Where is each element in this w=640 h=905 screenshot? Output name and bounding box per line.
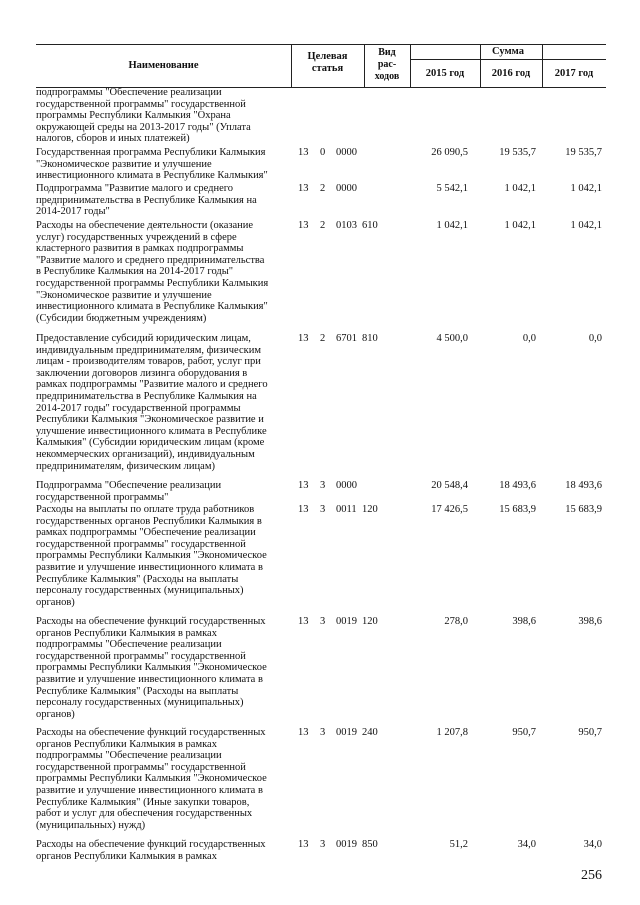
- row-kind: 120: [362, 504, 378, 515]
- row-2016: 0,0: [522, 333, 536, 344]
- row-2017: 19 535,7: [565, 147, 602, 158]
- header-2017: 2017 год: [554, 68, 594, 79]
- row-code-c: 0019: [336, 839, 357, 850]
- row-code-b: 3: [320, 504, 326, 515]
- row-code-c: 0103: [336, 220, 357, 231]
- row-code-a: 13: [298, 183, 309, 194]
- row-2017: 34,0: [583, 839, 602, 850]
- row-2015: 4 500,0: [436, 333, 468, 344]
- row-name: Подпрограмма "Развитие малого и среднего предпринимательства в Республике Калмыкия на 2014-2017 годы": [36, 183, 257, 218]
- row-code-b: 3: [320, 480, 326, 491]
- row-code-b: 3: [320, 839, 326, 850]
- row-code-c: 0011: [336, 504, 357, 515]
- row-kind: 610: [362, 220, 378, 231]
- row-kind: 120: [362, 616, 378, 627]
- row-code-c: 0000: [336, 183, 357, 194]
- row-code-b: 3: [320, 616, 326, 627]
- header-name: Наименование: [128, 60, 199, 71]
- row-name: Расходы на обеспечение функций государственных органов Республики Калмыкия в рамках подпрограммы "Обеспечение реализации государственной программы" государственной программы Республики Калмыкия "Экономическое развитие и улучшение инвестиционного климата в Республике Калмыкия" (Иные закупки товаров, работ и услуг для обеспечения государственных (муниципальных) нужд): [36, 727, 267, 831]
- row-name: Расходы на обеспечение функций государственных органов Республики Калмыкия в рамках: [36, 839, 266, 862]
- row-code-c: 0000: [336, 480, 357, 491]
- row-2017: 1 042,1: [570, 220, 602, 231]
- row-2015: 5 542,1: [436, 183, 468, 194]
- row-code-c: 0019: [336, 727, 357, 738]
- row-code-b: 2: [320, 183, 326, 194]
- row-2016: 15 683,9: [499, 504, 536, 515]
- row-name: подпрограммы "Обеспечение реализации государственной программы" государственной программы Республики Калмыкия "Охрана окружающей среды на 2013-2017 годы" (Уплата налогов, сборов и иных платежей): [36, 87, 251, 145]
- row-code-a: 13: [298, 504, 309, 515]
- header-target: Целевая статья: [307, 51, 348, 74]
- header-sum: Сумма: [492, 46, 524, 57]
- row-2015: 278,0: [444, 616, 468, 627]
- row-2015: 1 207,8: [436, 727, 468, 738]
- header-2015: 2015 год: [425, 68, 465, 79]
- row-2015: 51,2: [449, 839, 468, 850]
- row-2016: 34,0: [517, 839, 536, 850]
- row-name: Расходы на обеспечение функций государственных органов Республики Калмыкия в рамках подпрограммы "Обеспечение реализации государственной программы" государственной программы Республики Калмыкия "Экономическое развитие и улучшение инвестиционного климата в Республике Калмыкия" (Расходы на выплаты персоналу государственных (муниципальных) органов): [36, 616, 267, 720]
- row-2017: 950,7: [578, 727, 602, 738]
- row-2017: 398,6: [578, 616, 602, 627]
- row-2017: 18 493,6: [565, 480, 602, 491]
- row-kind: 240: [362, 727, 378, 738]
- page-number: 256: [581, 868, 602, 883]
- row-code-b: 0: [320, 147, 326, 158]
- row-code-c: 0000: [336, 147, 357, 158]
- row-2017: 0,0: [588, 333, 602, 344]
- row-code-a: 13: [298, 839, 309, 850]
- row-code-a: 13: [298, 220, 309, 231]
- row-2015: 26 090,5: [431, 147, 468, 158]
- row-name: Расходы на обеспечение деятельности (оказание услуг) государственных учреждений в сфере кластерного развития в рамках подпрограммы "Развитие малого и среднего предпринимательства в Республике Калмыкия на 2014-2017 годы" государственной программы Республики Калмыкия "Экономическое развитие и улучшение инвестиционного климата в Республике Калмыкия" (Субсидии бюджетным учреждениям): [36, 220, 269, 324]
- row-name: Государственная программа Республики Калмыкия "Экономическое развитие и улучшение инвестиционного климата в Республике Калмыкия": [36, 147, 268, 182]
- row-code-b: 2: [320, 220, 326, 231]
- header-2016: 2016 год: [491, 68, 531, 79]
- row-2017: 15 683,9: [565, 504, 602, 515]
- row-kind: 850: [362, 839, 378, 850]
- row-2015: 1 042,1: [436, 220, 468, 231]
- header-kind: Вид рас- ходов: [374, 47, 400, 82]
- row-2016: 950,7: [512, 727, 536, 738]
- row-name: Предоставление субсидий юридическим лицам, индивидуальным предпринимателям, физическим лицам - производителям товаров, работ, услуг при заключении договоров лизинга оборудования в рамках подпрограммы "Развитие малого и среднего предпринимательства в Республике Калмыкия на 2014-2017 годы" государственной программы Республики Калмыкия "Экономическое развитие и улучшение инвестиционного климата в Республике Калмыкия" (Субсидии юридическим лицам (кроме некоммерческих организаций), индивидуальным предпринимателям, физическим лицам): [36, 333, 268, 472]
- row-code-a: 13: [298, 147, 309, 158]
- header-subline: [410, 59, 606, 60]
- row-code-a: 13: [298, 616, 309, 627]
- row-code-c: 6701: [336, 333, 357, 344]
- table-header: [36, 44, 606, 88]
- row-code-b: 2: [320, 333, 326, 344]
- row-code-a: 13: [298, 333, 309, 344]
- row-code-a: 13: [298, 480, 309, 491]
- row-name: Расходы на выплаты по оплате труда работников государственных органов Республики Калмыкия в рамках подпрограммы "Обеспечение реализации государственной программы" государственной программы Республики Калмыкия "Экономическое развитие и улучшение инвестиционного климата в Республике Калмыкия" (Расходы на выплаты персоналу государственных (муниципальных) органов): [36, 504, 267, 608]
- row-code-b: 3: [320, 727, 326, 738]
- row-2017: 1 042,1: [570, 183, 602, 194]
- row-2016: 18 493,6: [499, 480, 536, 491]
- row-2016: 398,6: [512, 616, 536, 627]
- row-code-c: 0019: [336, 616, 357, 627]
- row-2016: 19 535,7: [499, 147, 536, 158]
- row-kind: 810: [362, 333, 378, 344]
- row-2015: 20 548,4: [431, 480, 468, 491]
- row-name: Подпрограмма "Обеспечение реализации государственной программы": [36, 480, 222, 503]
- row-2015: 17 426,5: [431, 504, 468, 515]
- row-2016: 1 042,1: [504, 220, 536, 231]
- row-2016: 1 042,1: [504, 183, 536, 194]
- row-code-a: 13: [298, 727, 309, 738]
